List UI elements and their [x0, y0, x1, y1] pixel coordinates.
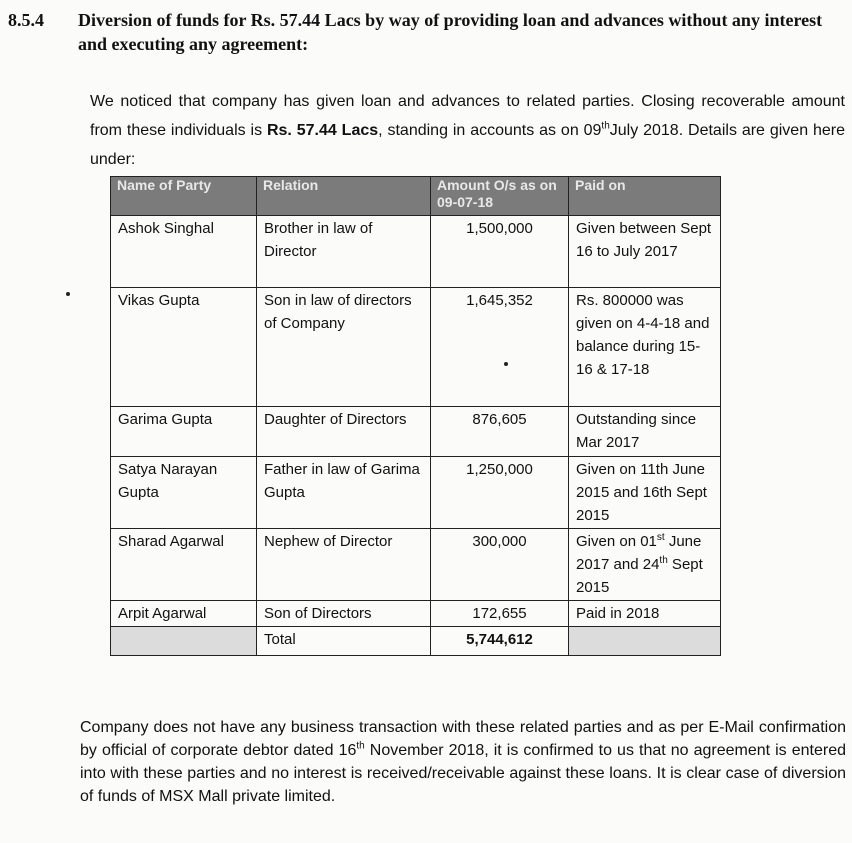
- party-relation: Brother in law of Director: [257, 216, 431, 288]
- paid-on-sup-2: th: [659, 555, 668, 566]
- intro-text-3: July 2018. Details are given here under:: [90, 122, 846, 168]
- header-amount: Amount O/s as on 09-07-18: [431, 177, 569, 216]
- party-name: Garima Gupta: [111, 407, 257, 457]
- party-name: Vikas Gupta: [111, 288, 257, 407]
- party-amount: 172,655: [431, 601, 569, 627]
- party-amount: 1,250,000: [431, 457, 569, 529]
- intro-text-1: We noticed that company has given loan and advances to related parties. Closing recoverable amount from these individuals is: [90, 93, 845, 139]
- paid-on-text-1: Given on 01: [576, 533, 657, 550]
- table-row: [111, 407, 721, 457]
- table-row: [111, 216, 721, 288]
- party-amount: 876,605: [431, 407, 569, 457]
- total-blank-cell: [569, 627, 721, 656]
- scan-speck: [504, 362, 508, 366]
- party-paid-on: Given on 11th June 2015 and 16th Sept 2015: [569, 457, 721, 529]
- intro-text-2: , standing in accounts as on 09: [378, 122, 602, 139]
- party-name: Arpit Agarwal: [111, 601, 257, 627]
- party-name: Sharad Agarwal: [111, 529, 257, 601]
- party-paid-on: Rs. 800000 was given on 4-4-18 and balance during 15-16 & 17-18: [569, 288, 721, 407]
- party-name: Satya Narayan Gupta: [111, 457, 257, 529]
- closing-paragraph: [80, 716, 846, 808]
- party-amount: 1,645,352: [431, 288, 569, 407]
- section-number: 8.5.4: [8, 10, 44, 30]
- closing-text-1: Company does not have any business transaction with these related parties and as per E-Mail confirmation by official of corporate debtor dated 16: [80, 719, 846, 759]
- table-row: [111, 457, 721, 529]
- party-paid-on: [569, 529, 721, 601]
- party-relation: Father in law of Garima Gupta: [257, 457, 431, 529]
- paid-on-text-3: Sept 2015: [576, 556, 703, 596]
- paid-on-sup-1: st: [656, 532, 665, 543]
- paid-on-text-2: June 2017 and 24: [576, 533, 702, 573]
- related-parties-table: [110, 176, 721, 656]
- party-amount: 300,000: [431, 529, 569, 601]
- total-label: Total: [257, 627, 431, 656]
- table-row: [111, 601, 721, 627]
- party-relation: Son in law of directors of Company: [257, 288, 431, 407]
- party-relation: Son of Directors: [257, 601, 431, 627]
- scan-speck: [66, 292, 70, 296]
- total-amount: [431, 627, 569, 656]
- total-row: [111, 627, 721, 656]
- header-paid-on: Paid on: [569, 177, 721, 216]
- intro-sup: th: [601, 120, 610, 132]
- party-name: Ashok Singhal: [111, 216, 257, 288]
- party-relation: Daughter of Directors: [257, 407, 431, 457]
- closing-text-2: November 2018, it is confirmed to us that no agreement is entered into with these parties and no interest is received/receivable against these loans. It is clear case of diversion of funds of MSX Mall private limited.: [80, 742, 846, 805]
- section-title: Diversion of funds for Rs. 57.44 Lacs by way of providing loan and advances without any interest and executing any agreement:: [78, 10, 823, 54]
- party-relation: Nephew of Director: [257, 529, 431, 601]
- party-paid-on: Given between Sept 16 to July 2017: [569, 216, 721, 288]
- table-row: [111, 529, 721, 601]
- header-name-of-party: Name of Party: [111, 177, 257, 216]
- intro-amount: Rs. 57.44 Lacs: [266, 122, 379, 139]
- party-paid-on: Paid in 2018: [569, 601, 721, 627]
- total-blank-cell: [111, 627, 257, 656]
- closing-sup: th: [356, 740, 365, 752]
- intro-paragraph: [90, 87, 845, 174]
- table-row: [111, 288, 721, 407]
- party-amount: 1,500,000: [431, 216, 569, 288]
- party-paid-on: Outstanding since Mar 2017: [569, 407, 721, 457]
- total-amount-value: 5,744,612: [466, 631, 533, 648]
- table-header-row: [111, 177, 721, 216]
- header-relation: Relation: [257, 177, 431, 216]
